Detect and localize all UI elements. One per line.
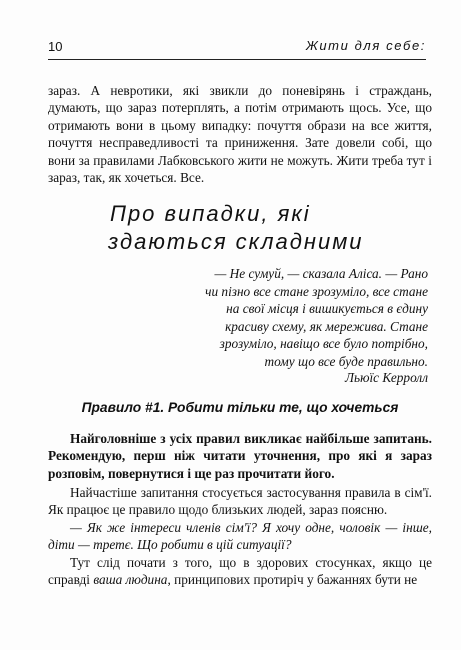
header-rule [48,59,426,60]
epigraph-line: тому що все буде правильно. [264,353,428,369]
paragraph-2: Найголовніше з усіх правил викликає найбільше запитань. Рекомендую, перш ніж читати уточнення, про які я зараз розповім, повернутися і ще раз прочитати його. [48,431,432,481]
epigraph-line: красиву схему, як мережива. Стане [225,318,428,334]
section-title-line-1: Про випадки, які [110,201,311,226]
section-title [110,200,364,256]
rule-heading: Правило #1. Робити тільки те, що хочеться [81,400,399,415]
page-number: 10 [48,39,63,54]
epigraph-line: зрозуміло, навіщо все було потрібно, [219,336,428,352]
paragraph-5-end: , принципових протиріч у бажаннях бути не [167,572,418,588]
epigraph-quote [170,265,428,371]
epigraph-line: на свої місця і вишикується в єдину [226,301,428,317]
epigraph-line: чи пізно все стане зрозуміло, все стане [205,283,428,299]
paragraph-5 [48,554,432,589]
paragraph-1: зараз. А невротики, які звикли до поневірянь і страждань, думають, що зараз потерплять, а потім отримають щось. Усе, що отримають вони в цьому випадку: почуття образи на все життя, почуття несправедливості та приниження. Зате довели собі, що вони за правилами Лабковського жити не можуть. Жити треба тут і зараз, так, як хочеться. Все. [48,83,432,186]
epigraph-author: Льюїс Керролл [345,370,428,385]
paragraph-3: Найчастіше запитання стосується застосування правила в сім'ї. Як працює це правило щодо близьких людей, зараз поясню. [48,485,432,518]
running-title: Жити для себе: [305,38,426,53]
epigraph-line: — Не сумуй, — сказала Аліса. — Рано [214,266,428,281]
paragraph-4: — Як же інтереси членів сім'ї? Я хочу одне, чоловік — інше, діти — третє. Що робити в цій ситуації? [48,520,432,553]
section-title-line-2: здаються складними [108,229,364,254]
page-header [48,38,426,58]
paragraph-5-start: Тут слід почати з того, що в здорових стосунках, якщо це справді [48,555,432,588]
paragraph-5-emphasis: ваша людина [93,572,168,588]
